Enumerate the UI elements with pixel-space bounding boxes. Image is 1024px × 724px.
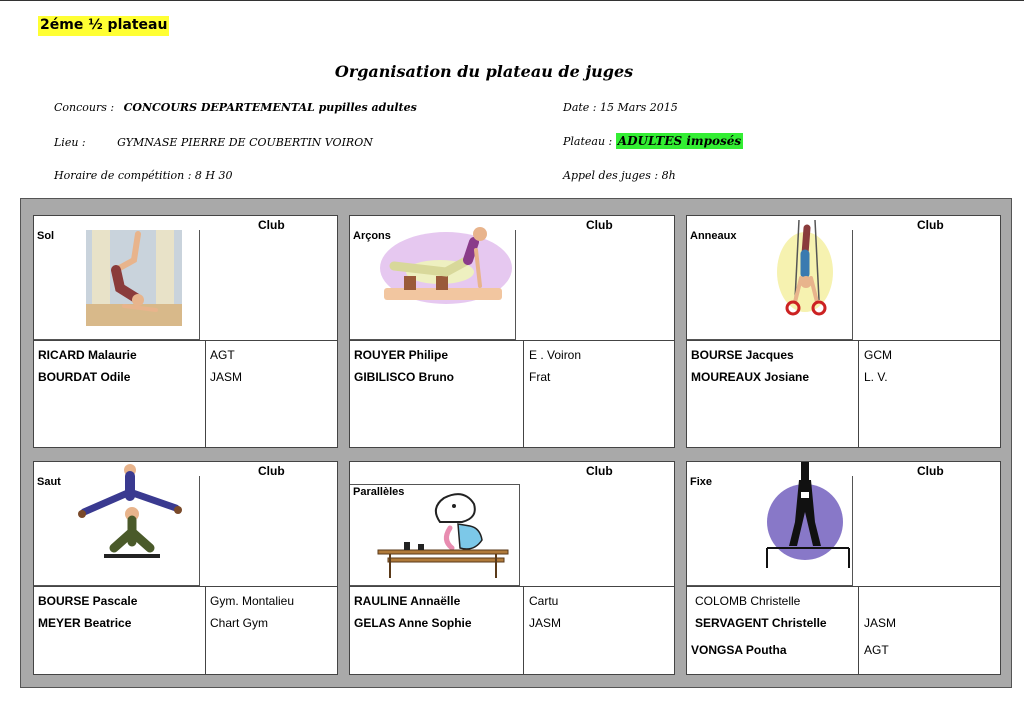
vault-leapfrog-icon <box>74 462 186 562</box>
rings-icon <box>775 220 839 324</box>
judge-name: RAULINE Annaëlle <box>354 594 461 608</box>
judge-name: BOURSE Jacques <box>691 348 794 362</box>
row-divider <box>687 340 1000 341</box>
club-column-divider <box>523 586 524 674</box>
horaire-label: Horaire de compétition : <box>54 169 192 182</box>
judge-club: JASM <box>864 616 897 630</box>
judge-name: VONGSA Poutha <box>691 643 787 657</box>
judge-name: RICARD Malaurie <box>38 348 137 362</box>
plateau-label: Plateau : <box>563 135 613 148</box>
judge-name: MOUREAUX Josiane <box>691 370 810 384</box>
panel-arcons <box>349 215 675 448</box>
lieu-value: GYMNASE PIERRE DE COUBERTIN VOIRON <box>117 136 373 149</box>
discipline-label: Sol <box>37 230 55 242</box>
club-header: Club <box>258 218 285 232</box>
row-divider <box>350 340 674 341</box>
judge-club: Gym. Montalieu <box>210 594 295 608</box>
parallel-bars-icon <box>374 488 514 582</box>
club-header: Club <box>586 464 613 478</box>
plateau-line <box>563 134 743 148</box>
row-divider <box>687 586 1000 587</box>
club-header: Club <box>917 218 944 232</box>
concours-label: Concours : <box>54 101 115 114</box>
judges-grid <box>20 198 1012 688</box>
horaire-line <box>54 169 233 182</box>
panel-saut <box>33 461 338 675</box>
judge-name: SERVAGENT Christelle <box>695 616 827 630</box>
half-plateau-label: 2éme ½ plateau <box>38 16 169 36</box>
judge-club: AGT <box>864 643 889 657</box>
pommel-horse-icon <box>376 220 512 318</box>
judge-name: MEYER Beatrice <box>38 616 132 630</box>
club-header: Club <box>917 464 944 478</box>
judge-name: BOURDAT Odile <box>38 370 131 384</box>
date-label: Date : <box>563 101 597 114</box>
judge-name: COLOMB Christelle <box>695 594 801 608</box>
club-column-divider <box>205 586 206 674</box>
appel-line <box>563 169 676 182</box>
panel-paralleles <box>349 461 675 675</box>
panel-fixe <box>686 461 1001 675</box>
club-column-divider <box>858 340 859 447</box>
panel-anneaux <box>686 215 1001 448</box>
judge-club: AGT <box>210 348 235 362</box>
floor-gymnast-icon <box>86 230 182 326</box>
row-divider <box>34 340 337 341</box>
judge-club: Cartu <box>529 594 559 608</box>
top-rule <box>0 0 1024 1</box>
judge-club: Frat <box>529 370 551 384</box>
discipline-label: Anneaux <box>690 230 737 242</box>
date-line <box>563 101 678 114</box>
discipline-label: Arçons <box>353 230 391 242</box>
judge-name: GIBILISCO Bruno <box>354 370 454 384</box>
judge-club: JASM <box>529 616 562 630</box>
appel-label: Appel des juges : <box>563 169 659 182</box>
club-header: Club <box>258 464 285 478</box>
club-column-divider <box>523 340 524 447</box>
plateau-value: ADULTES imposés <box>617 134 742 148</box>
horaire-value: 8 H 30 <box>194 169 233 182</box>
page-title: Organisation du plateau de juges <box>334 62 634 81</box>
club-column-divider <box>858 586 859 674</box>
judge-name: BOURSE Pascale <box>38 594 138 608</box>
date-value: 15 Mars 2015 <box>600 101 678 114</box>
panel-sol <box>33 215 338 448</box>
lieu-label: Lieu : <box>54 136 86 149</box>
discipline-label: Parallèles <box>353 486 405 498</box>
judge-name: GELAS Anne Sophie <box>354 616 472 630</box>
judge-club: GCM <box>864 348 892 362</box>
judge-club: E . Voiron <box>529 348 582 362</box>
club-column-divider <box>205 340 206 447</box>
concours-value: CONCOURS DEPARTEMENTAL pupilles adultes <box>123 101 417 114</box>
judge-name: ROUYER Philipe <box>354 348 449 362</box>
judge-club: Chart Gym <box>210 616 269 630</box>
appel-value: 8h <box>661 169 676 182</box>
discipline-label: Saut <box>37 476 61 488</box>
row-divider <box>350 586 674 587</box>
concours-line <box>54 101 417 114</box>
discipline-label: Fixe <box>690 476 713 488</box>
row-divider <box>34 586 337 587</box>
judge-club: JASM <box>210 370 243 384</box>
club-header: Club <box>586 218 613 232</box>
judge-club: L. V. <box>864 370 888 384</box>
lieu-line <box>54 136 373 149</box>
high-bar-icon <box>765 462 851 570</box>
